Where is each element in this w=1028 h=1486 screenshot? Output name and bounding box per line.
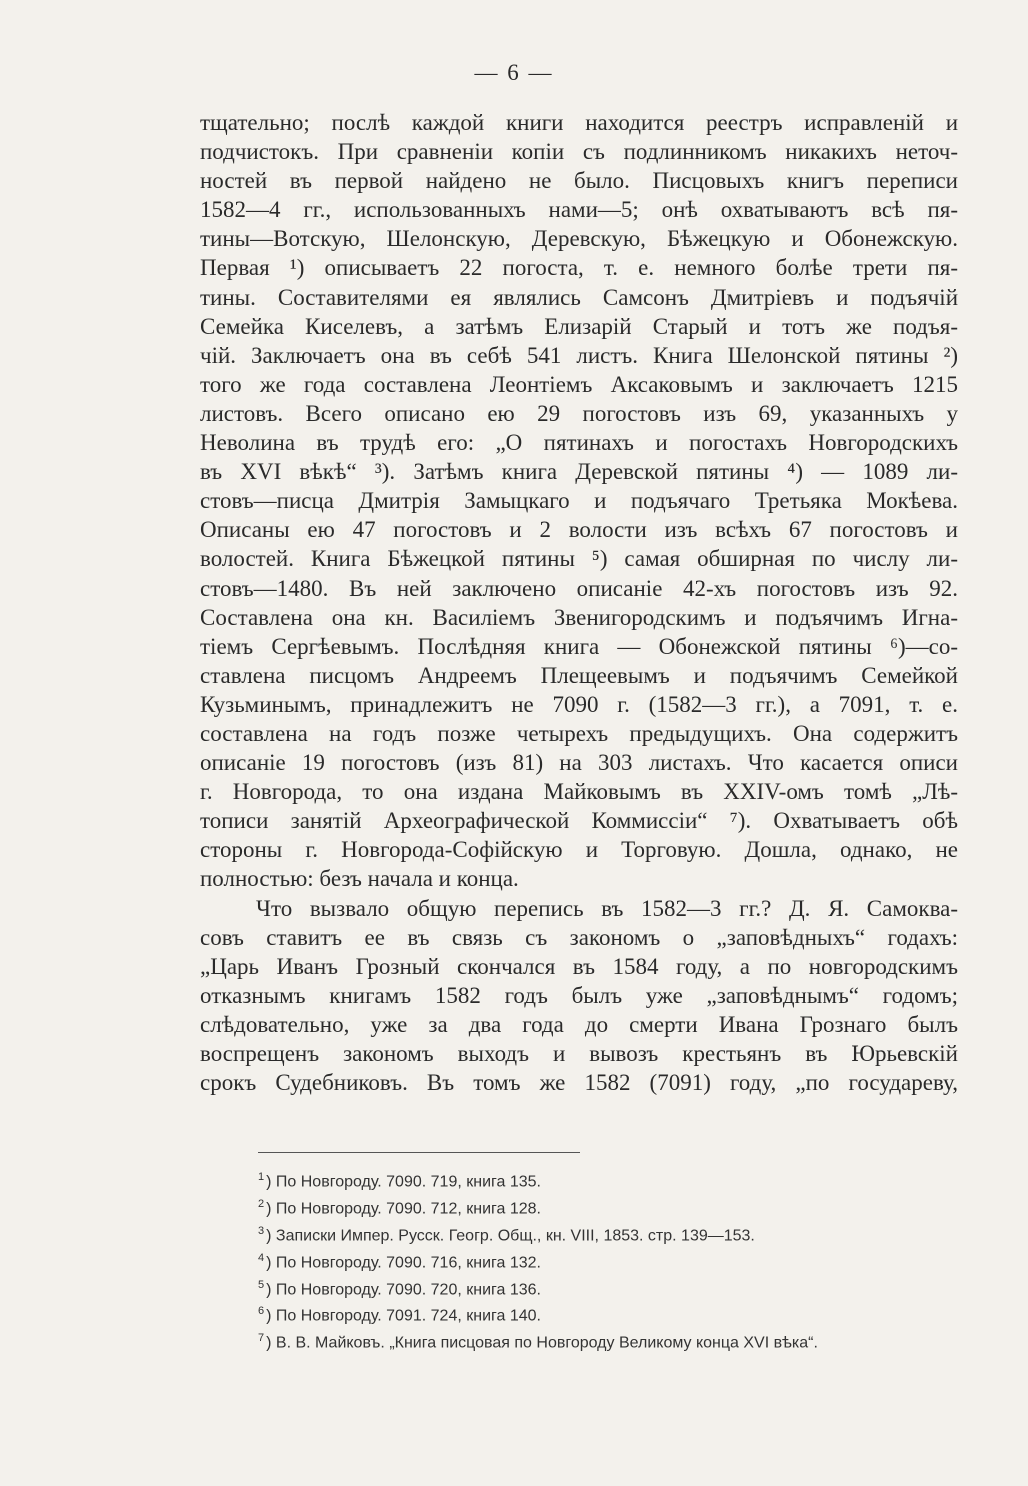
footnote-text: По Новгороду. 7090. 719, книга 135. [275,1173,541,1191]
text-line: Составлена она кн. Василіемъ Звенигородскимъ и подъячимъ Игна- [200,604,958,630]
text-line: Описаны ею 47 погостовъ и 2 волости изъ всѣхъ 67 погостовъ и [200,517,958,543]
footnote-mark: 4 [258,1251,265,1264]
text-line: Неволина въ трудѣ его: „О пятинахъ и погостахъ Новгородскихъ [200,430,958,456]
footnote-text: Записки Импер. Русск. Геогр. Общ., кн. VIII, 1853. стр. 139—153. [275,1227,755,1245]
footnote-mark: 6 [258,1305,265,1318]
text-line: воспрещенъ закономъ выходъ и вывозъ крестьянъ въ Юрьевскій [200,1041,958,1066]
footnote-mark: 7 [258,1332,265,1345]
footnote-text: По Новгороду. 7091. 724, книга 140. [275,1307,541,1325]
text-line: тины—Вотскую, Шелонскую, Деревскую, Бѣжецкую и Обонежскую. [200,226,958,252]
text-line: 1582—4 гг., использованныхъ нами—5; онѣ охватываютъ всѣ пя- [200,197,958,223]
text-line: составлена на годъ позже четырехъ предыдущихъ. Она содержитъ [200,720,958,746]
text-line: полностью: безъ начала и конца. [200,866,519,892]
text-line: ставлена писцомъ Андреемъ Плещеевымъ и подъячимъ Семейкой [200,662,958,688]
text-line: въ XVI вѣкѣ“ ³). Затѣмъ книга Деревской пятины ⁴) — 1089 ли- [200,459,958,485]
text-line: срокъ Судебниковъ. Въ томъ же 1582 (7091) году, „по государеву, [200,1070,958,1096]
text-line: Что вызвало общую перепись въ 1582—3 гг.? Д. Я. Самоква- [256,895,958,921]
text-line: стовъ—писца Дмитрія Замыцкаго и подъячаго Третьяка Мокѣева. [200,488,958,514]
text-line: тіемъ Сергѣевымъ. Послѣдняя книга — Обонежской пятины ⁶)—со- [200,633,958,659]
footnote-divider [258,1152,580,1153]
footnote-mark: 1 [258,1171,265,1183]
text-line: г. Новгорода, то она издана Майковымъ въ XXIV-омъ томѣ „Лѣ- [200,779,958,805]
text-line: волостей. Книга Бѣжецкой пятины ⁵) самая обширная по числу ли- [200,546,958,572]
text-line: „Царь Иванъ Грозный скончался въ 1584 году, а по новгородскимъ [200,953,958,979]
footnote: $^5$ ) По Новгороду. 7090. 720, книга 136. [258,1278,541,1298]
footnote-mark: 2 [258,1197,265,1210]
text-line: тины. Составителями ея являлись Самсонъ Дмитріевъ и подъячій [200,284,958,310]
text-line: тщательно; послѣ каждой книги находится реестръ исправленій и [200,110,958,135]
body-text [200,108,958,1097]
footnote-mark: 5 [258,1278,265,1291]
footnote: $^4$ ) По Новгороду. 7090. 716, книга 132. [258,1251,541,1271]
text-line: того же года составлена Леонтіемъ Аксаковымъ и заключаетъ 1215 [200,371,958,397]
text-line: чій. Заключаетъ она въ себѣ 541 листъ. Книга Шелонской пятины ²) [200,342,958,368]
footnotes [258,1164,978,1352]
text-line: Кузьминымъ, принадлежитъ не 7090 г. (1582—3 гг.), а 7091, т. е. [200,691,958,717]
text-line: тописи занятій Археографической Коммиссіи“ ⁷). Охватываетъ обѣ [200,808,958,834]
text-line: слѣдовательно, уже за два года до смерти Ивана Грознаго былъ [200,1011,958,1037]
footnote-text: По Новгороду. 7090. 716, книга 132. [275,1254,541,1271]
text-line: Семейка Киселевъ, а затѣмъ Елизарій Старый и тотъ же подъя- [200,313,958,339]
footnote-text: По Новгороду. 7090. 712, книга 128. [275,1200,541,1218]
text-line: стовъ—1480. Въ ней заключено описаніе 42-хъ погостовъ изъ 92. [200,575,958,601]
footnote: $^1$ ) По Новгороду. 7090. 719, книга 135. [258,1171,541,1191]
text-line: ностей въ первой найдено не было. Писцовыхъ книгъ переписи [200,168,958,194]
page-number: — 6 — [474,60,554,85]
text-line: отказнымъ книгамъ 1582 годъ былъ уже „заповѣднымъ“ годомъ; [200,982,958,1008]
text-line: подчистокъ. При сравненіи копіи съ подлинникомъ никакихъ неточ- [200,139,958,165]
footnote-mark: 3 [258,1224,265,1237]
text-line: совъ ставитъ ее въ связь съ закономъ о „заповѣдныхъ“ годахъ: [200,924,958,950]
footnote-text: По Новгороду. 7090. 720, книга 136. [275,1280,541,1298]
text-line: описаніе 19 погостовъ (изъ 81) на 303 листахъ. Что касается описи [200,750,958,776]
footnote: $^6$ ) По Новгороду. 7091. 724, книга 140. [258,1305,541,1325]
footnote: $^3$ ) Записки Импер. Русск. Геогр. Общ., кн. VIII, 1853. стр. 139—153. [258,1224,755,1245]
footnote-text: В. В. Майковъ. „Книга писцовая по Новгороду Великому конца XVI вѣка“. [275,1334,818,1352]
text-line: стороны г. Новгорода-Софійскую и Торговую. Дошла, однако, не [200,837,958,863]
footnote: $^2$ ) По Новгороду. 7090. 712, книга 128. [258,1197,541,1218]
text-line: Первая ¹) описываетъ 22 погоста, т. е. немного болѣе трети пя- [200,255,958,281]
text-line: листовъ. Всего описано ею 29 погостовъ изъ 69, указанныхъ у [200,400,958,426]
footnote: $^7$ ) В. В. Майковъ. „Книга писцовая по Новгороду Великому конца XVI вѣка“. [258,1332,818,1352]
